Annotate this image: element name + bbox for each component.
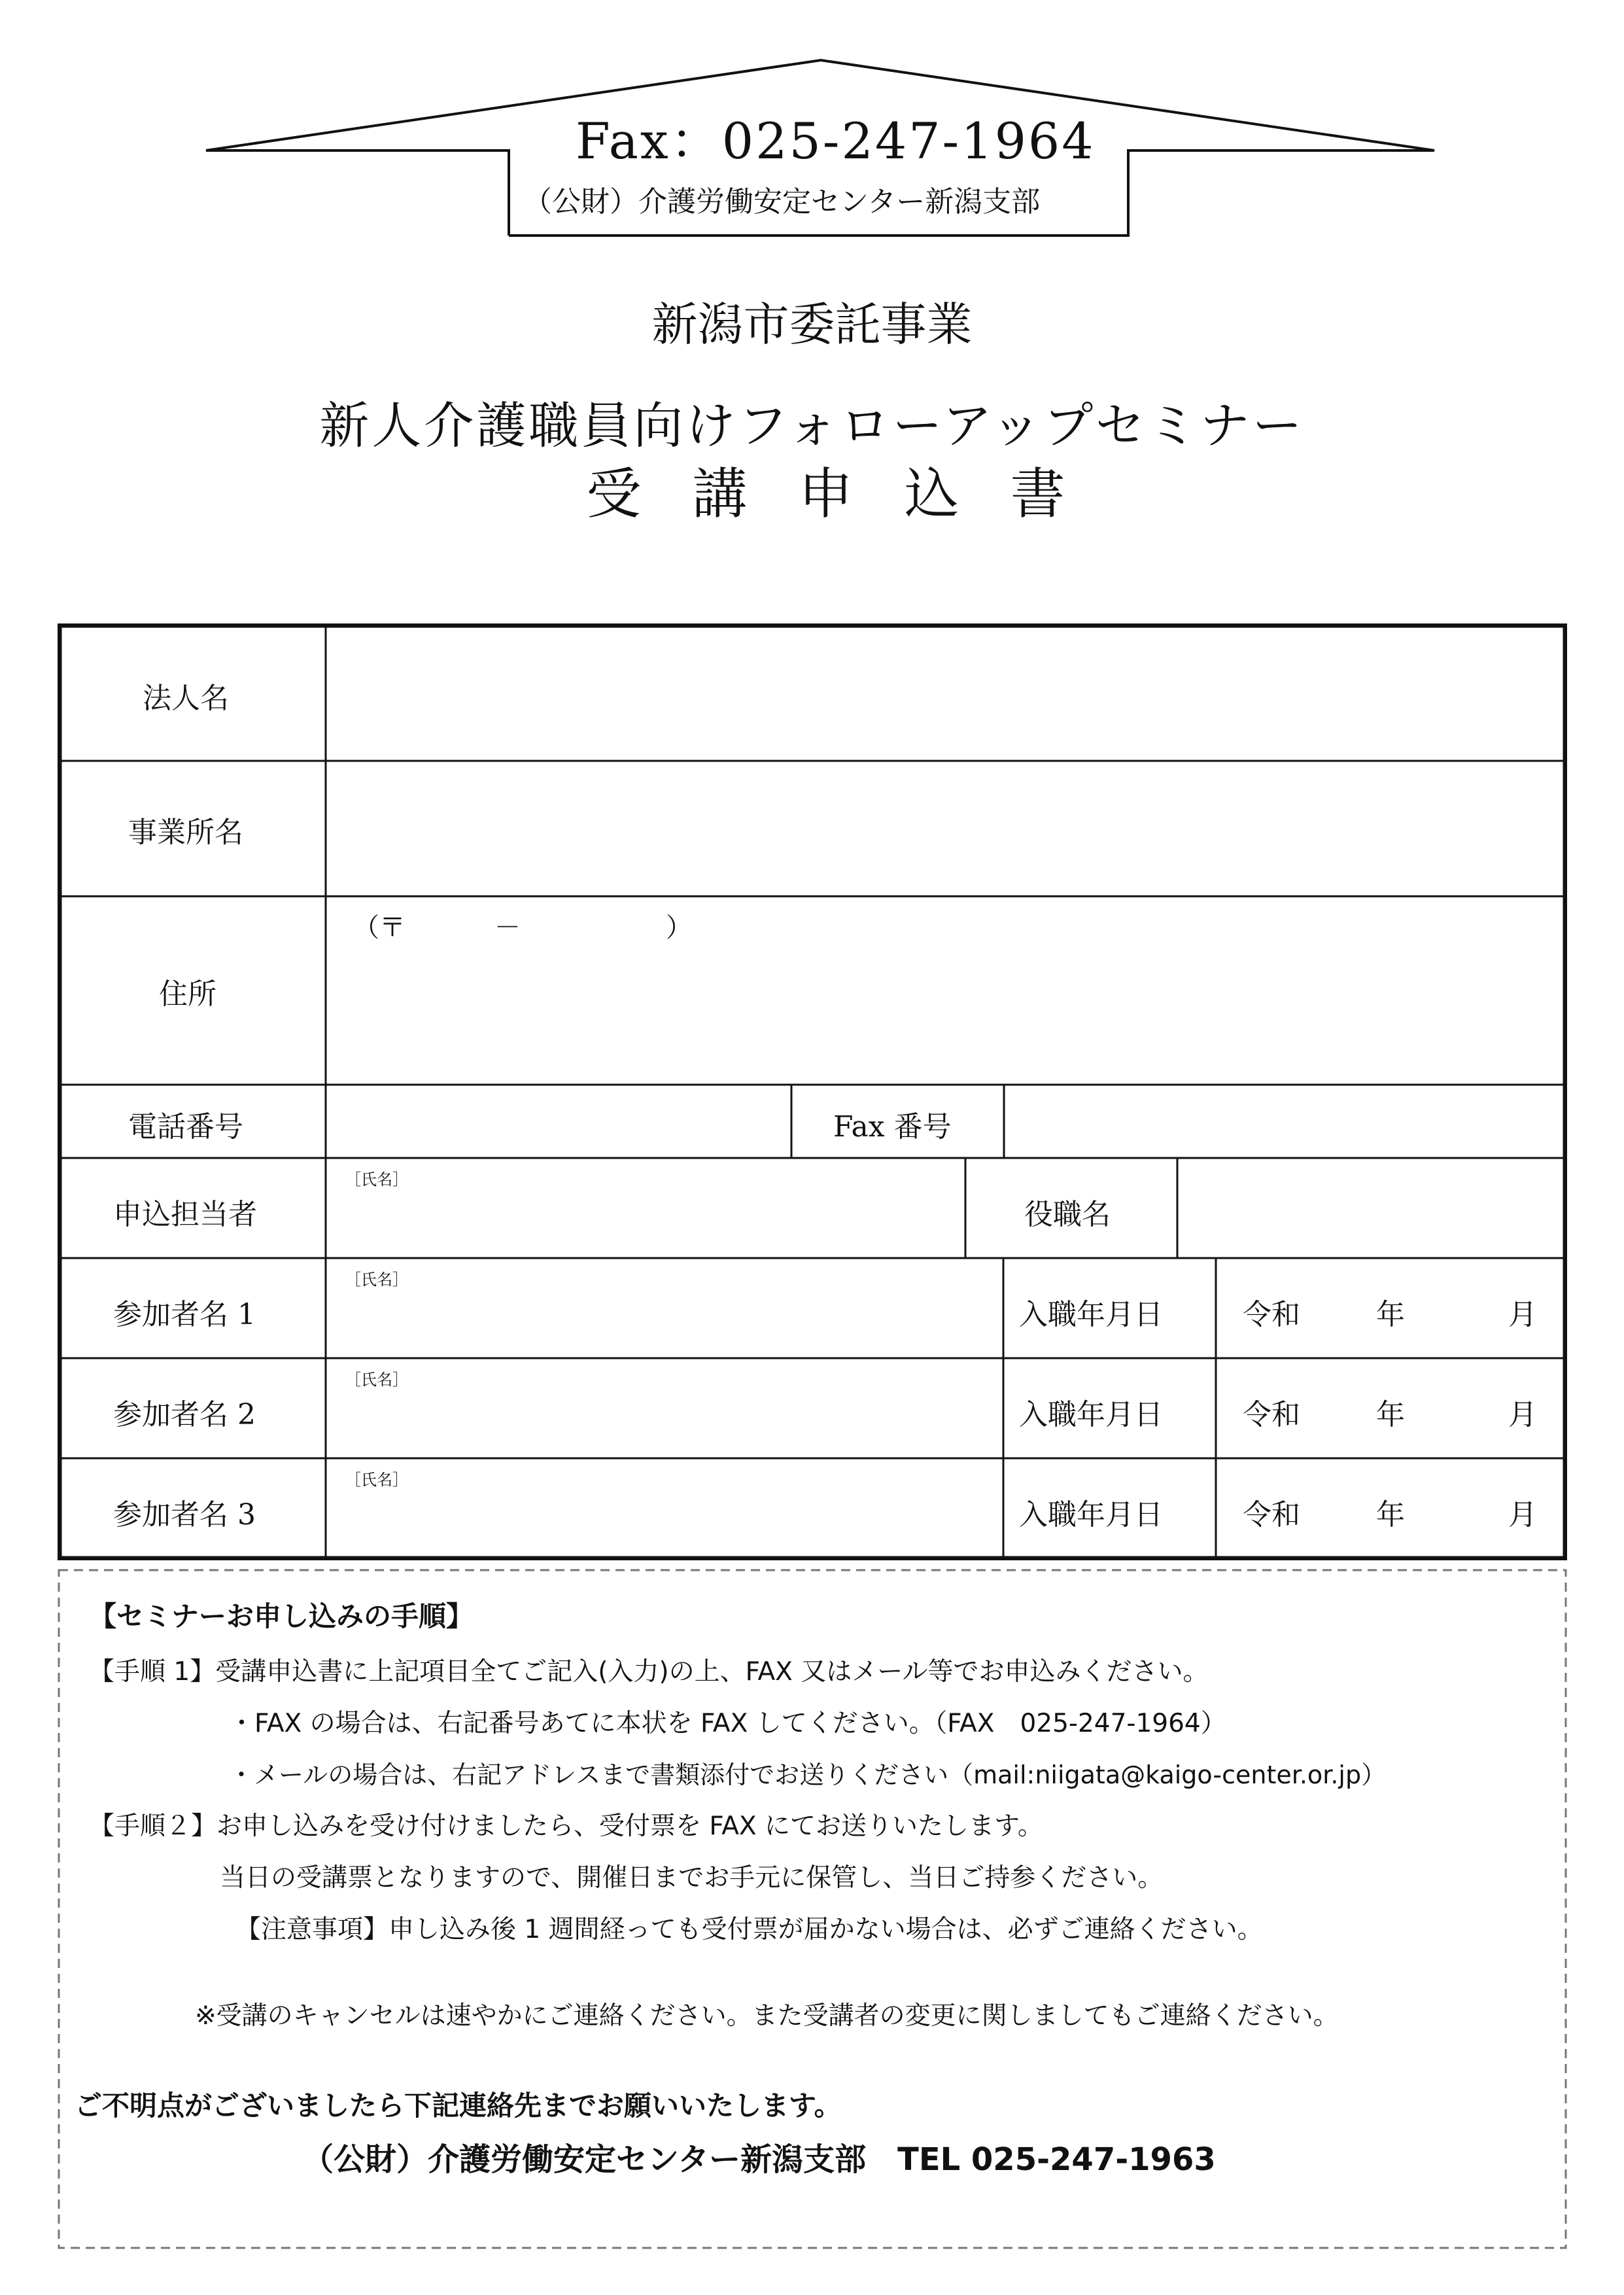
era-label: 令和	[1243, 1298, 1300, 1331]
applicant-label: 申込担当者	[113, 1198, 257, 1231]
year-label: 年	[1376, 1398, 1405, 1431]
address-field[interactable]	[329, 899, 1562, 1082]
position-field[interactable]	[1181, 1161, 1562, 1255]
procedure-step1-mail: ・メールの場合は、右記アドレスまで書類添付でお送りください（mail:niigata@kaigo-center.or.jp）	[229, 1761, 1387, 1789]
fax-number-label: Fax 番号	[833, 1110, 952, 1144]
organization-name: （公財）介護労働安定センター新潟支部	[523, 185, 1041, 219]
participant-name-field[interactable]	[329, 1261, 1000, 1356]
corporation-name-label: 法人名	[143, 682, 229, 715]
hire-date-label: 入職年月日	[1019, 1498, 1163, 1532]
procedure-heading: 【セミナーお申し込みの手順】	[89, 1600, 474, 1632]
applicant-name-field[interactable]	[329, 1161, 962, 1255]
position-label: 役職名	[1024, 1198, 1111, 1231]
postal-prefix: （〒	[353, 913, 406, 943]
participant-name-hint: ［氏名］	[345, 1471, 408, 1489]
participant-label: 参加者名 2	[113, 1398, 256, 1431]
postal-suffix: ）	[666, 913, 692, 943]
postal-dash: －	[494, 913, 521, 943]
month-label: 月	[1508, 1498, 1537, 1532]
procedure-step2-note: 当日の受講票となりますので、開催日までお手元に保管し、当日ご持参ください。	[220, 1863, 1164, 1893]
applicant-name-hint: ［氏名］	[345, 1170, 408, 1189]
seminar-title: 新人介護職員向けフォローアップセミナー	[319, 396, 1305, 455]
year-label: 年	[1376, 1498, 1405, 1532]
contact-line: （公財）介護労働安定センター新潟支部 TEL 025-247-1963	[302, 2141, 1216, 2178]
fax-number-title: Fax：025-247-1964	[576, 112, 1096, 170]
address-label: 住所	[159, 977, 216, 1011]
month-label: 月	[1508, 1298, 1537, 1331]
procedure-caution: 【注意事項】申し込み後 1 週間経っても受付票が届かない場合は、必ずご連絡ください。	[235, 1915, 1263, 1944]
month-label: 月	[1508, 1398, 1537, 1431]
procedure-step1-fax: ・FAX の場合は、右記番号あてに本状を FAX してください。（FAX 025-247-1964）	[229, 1709, 1226, 1738]
corporation-name-field[interactable]	[329, 629, 1562, 758]
procedure-box	[58, 1569, 1567, 2249]
fax-number-field[interactable]	[1007, 1087, 1562, 1155]
participant-name-field[interactable]	[329, 1461, 1000, 1556]
participant-name-hint: ［氏名］	[345, 1270, 408, 1289]
procedure-step1: 【手順 1】受講申込書に上記項目全てご記入(入力)の上、FAX 又はメール等でお申込みください。	[89, 1657, 1209, 1687]
phone-number-label: 電話番号	[128, 1110, 243, 1144]
procedure-step2: 【手順２】お申し込みを受け付けましたら、受付票を FAX にてお送りいたします。	[89, 1812, 1043, 1841]
hire-date-label: 入職年月日	[1019, 1298, 1163, 1331]
year-label: 年	[1376, 1298, 1405, 1331]
participant-label: 参加者名 1	[113, 1298, 256, 1331]
era-label: 令和	[1243, 1398, 1300, 1431]
participant-label: 参加者名 3	[113, 1498, 256, 1532]
procedure-cancel-note: ※受講のキャンセルは速やかにご連絡ください。また受講者の変更に関しましてもご連絡ください。	[195, 2001, 1339, 2031]
phone-number-field[interactable]	[329, 1087, 788, 1155]
era-label: 令和	[1243, 1498, 1300, 1532]
participant-name-field[interactable]	[329, 1361, 1000, 1456]
office-name-field[interactable]	[329, 763, 1562, 893]
commission-title: 新潟市委託事業	[651, 298, 973, 351]
application-form-table	[58, 623, 1567, 1560]
contact-intro: ご不明点がございましたら下記連絡先までお願いいたします。	[75, 2090, 842, 2122]
hire-date-label: 入職年月日	[1019, 1398, 1163, 1431]
participant-name-hint: ［氏名］	[345, 1371, 408, 1389]
office-name-label: 事業所名	[128, 816, 243, 849]
application-form-title: 受講申込書	[586, 462, 1116, 526]
